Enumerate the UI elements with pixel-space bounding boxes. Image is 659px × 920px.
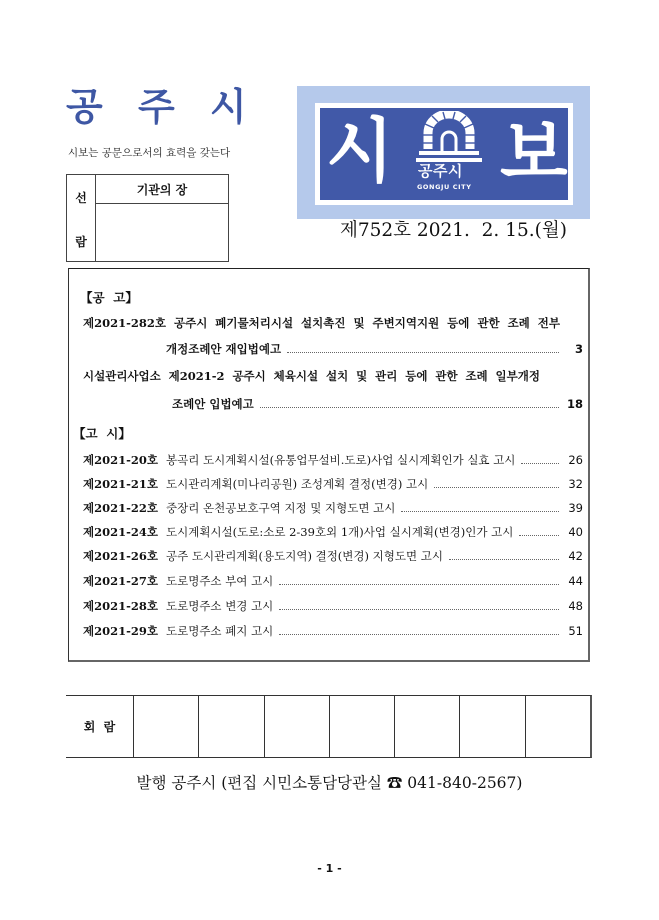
toc-item-title: 도시계획시설(도로:소로 2-39호외 1개)사업 실시계획(변경)인가 고시	[166, 525, 514, 539]
toc-item-number: 제2021-282호	[83, 316, 167, 330]
circulation-cell	[133, 696, 198, 757]
dotted-leader	[279, 634, 559, 635]
gazette-subtitle: 시보는 공문으로서의 효력을 갖는다	[68, 147, 231, 159]
toc-item-number: 제2021-28호	[83, 599, 159, 613]
circulation-cell	[459, 696, 524, 757]
logo-right-char: 보	[500, 112, 568, 194]
toc-item-title-line2: 조례안 입법예고	[172, 397, 254, 411]
toc-item-title-line2: 개정조례안 재입법예고	[166, 342, 282, 356]
issue-number-date: 제752호 2021. 2. 15.(월)	[340, 220, 567, 241]
toc-item-title: 도로명주소 부여 고시	[166, 574, 274, 588]
approval-head-label: 기관의 장	[96, 175, 228, 204]
page-number: - 1 -	[317, 862, 342, 875]
circulation-cell	[525, 696, 590, 757]
toc-item-number: 제2021-29호	[83, 624, 159, 638]
toc-item-number: 제2021-21호	[83, 477, 159, 491]
gazette-logo-panel	[315, 103, 573, 205]
toc-item-page: 48	[568, 599, 583, 613]
dotted-leader	[279, 609, 559, 610]
toc-item-title: 도로명주소 변경 고시	[166, 599, 274, 613]
toc-item-page: 18	[566, 397, 583, 411]
approval-side-label-top: 선	[75, 191, 87, 205]
toc-item[interactable]	[83, 524, 583, 540]
gazette-logo	[297, 86, 590, 219]
toc-item-number: 제2021-20호	[83, 453, 159, 467]
toc-item-number: 제2021-22호	[83, 501, 159, 515]
toc-item[interactable]	[83, 452, 583, 468]
circulation-cell	[329, 696, 394, 757]
toc-item-number: 제2021-24호	[83, 525, 159, 539]
approval-signature-cell	[96, 204, 228, 261]
dotted-leader	[521, 463, 559, 464]
toc-item-title: 중장리 온천공보호구역 지정 및 지형도면 고시	[166, 501, 396, 515]
dotted-leader	[279, 584, 559, 585]
toc-item-number: 시설관리사업소 제2021-2	[83, 369, 225, 383]
toc-item-number: 제2021-27호	[83, 574, 159, 588]
logo-city-name-en: GONGJU CITY	[417, 183, 472, 191]
circulation-table	[66, 695, 592, 758]
toc-item-title: 도로명주소 폐지 고시	[166, 624, 274, 638]
toc-item-page: 44	[568, 574, 583, 588]
toc-item[interactable]	[83, 573, 583, 589]
approval-side-column	[67, 175, 96, 261]
city-title: 공 주 시	[66, 85, 258, 129]
dotted-leader	[401, 511, 559, 512]
toc-item-title: 봉곡리 도시계획시설(유통업무설비.도로)사업 실시계획인가 실효 고시	[166, 453, 516, 467]
toc-item-page: 39	[568, 501, 583, 515]
dotted-leader	[287, 352, 559, 353]
dotted-leader	[434, 487, 559, 488]
toc-item[interactable]	[83, 623, 583, 639]
toc-item-title: 도시관리계획(미나리공원) 조성계획 결정(변경) 고시	[166, 477, 429, 491]
toc-item-page: 3	[574, 342, 583, 356]
toc-item-page: 42	[568, 549, 583, 563]
section-heading-gongo: 【공 고】	[80, 290, 138, 305]
toc-item-title: 공주 도시관리계획(용도지역) 결정(변경) 지형도면 고시	[166, 549, 443, 563]
toc-item-title-line1: 공주시 체육시설 설치 및 관리 등에 관한 조례 일부개정	[232, 369, 540, 383]
toc-item[interactable]	[83, 500, 583, 516]
circulation-cell	[198, 696, 263, 757]
logo-city-name-ko: 공주시	[418, 162, 463, 180]
dotted-leader	[519, 535, 559, 536]
toc-item-page: 40	[568, 525, 583, 539]
toc-item[interactable]	[83, 548, 583, 564]
toc-item[interactable]	[83, 315, 560, 331]
toc-item-page: 51	[568, 624, 583, 638]
circulation-label: 회 람	[83, 720, 116, 734]
logo-left-char: 시	[326, 110, 394, 192]
toc-item[interactable]	[83, 476, 583, 492]
toc-item[interactable]	[83, 368, 540, 384]
approval-box	[66, 174, 229, 262]
toc-item-title-line1: 공주시 폐기물처리시설 설치촉진 및 주변지역지원 등에 관한 조례 전부	[174, 316, 560, 330]
toc-item[interactable]	[83, 598, 583, 614]
dotted-leader	[260, 407, 559, 408]
section-heading-gosi: 【고 시】	[73, 426, 131, 441]
arch-gate-icon	[416, 111, 482, 163]
dotted-leader	[449, 559, 559, 560]
circulation-cell	[264, 696, 329, 757]
toc-item-continuation[interactable]	[172, 396, 583, 412]
toc-item-number: 제2021-26호	[83, 549, 159, 563]
toc-item-page: 26	[568, 453, 583, 467]
circulation-cell	[394, 696, 459, 757]
approval-side-label-bottom: 람	[75, 235, 87, 249]
toc-item-page: 32	[568, 477, 583, 491]
publisher-info: 발행 공주시 (편집 시민소통담당관실 ☎ 041-840-2567)	[136, 774, 523, 792]
toc-item-continuation[interactable]	[166, 341, 583, 357]
